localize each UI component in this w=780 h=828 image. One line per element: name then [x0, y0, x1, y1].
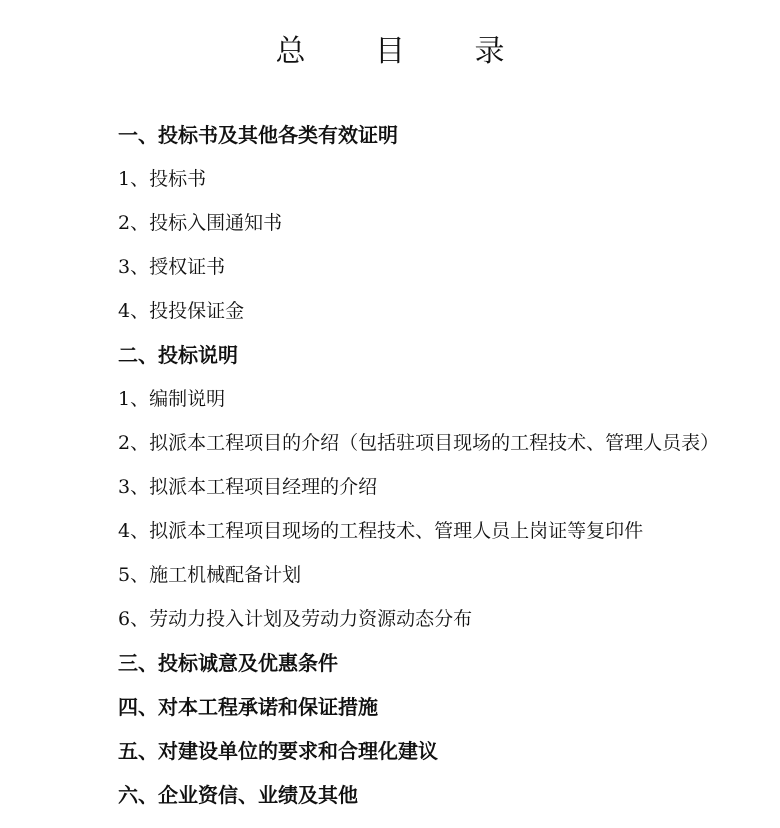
toc-item-2-4: 4、拟派本工程项目现场的工程技术、管理人员上岗证等复印件 [118, 520, 644, 542]
toc-item-2-2: 2、拟派本工程项目的介绍（包括驻项目现场的工程技术、管理人员表） [118, 432, 720, 454]
toc-section-3: 三、投标诚意及优惠条件 [118, 651, 338, 675]
toc-item-2-5: 5、施工机械配备计划 [118, 564, 302, 586]
toc-item-1-2: 2、投标入围通知书 [118, 212, 283, 234]
toc-section-1: 一、投标书及其他各类有效证明 [118, 123, 398, 147]
table-of-contents [118, 113, 770, 817]
page-title: 总 目 录 [275, 34, 535, 69]
toc-item-1-1: 1、投标书 [118, 168, 207, 190]
toc-section-2: 二、投标说明 [118, 343, 238, 367]
toc-item-2-1: 1、编制说明 [118, 388, 226, 410]
toc-item-2-3: 3、拟派本工程项目经理的介绍 [118, 476, 378, 498]
toc-section-5: 五、对建设单位的要求和合理化建议 [118, 739, 438, 763]
toc-item-1-4: 4、投投保证金 [118, 300, 245, 322]
toc-item-1-3: 3、授权证书 [118, 256, 226, 278]
toc-section-4: 四、对本工程承诺和保证措施 [118, 695, 378, 719]
toc-section-6: 六、企业资信、业绩及其他 [118, 783, 358, 807]
toc-item-2-6: 6、劳动力投入计划及劳动力资源动态分布 [118, 608, 473, 630]
